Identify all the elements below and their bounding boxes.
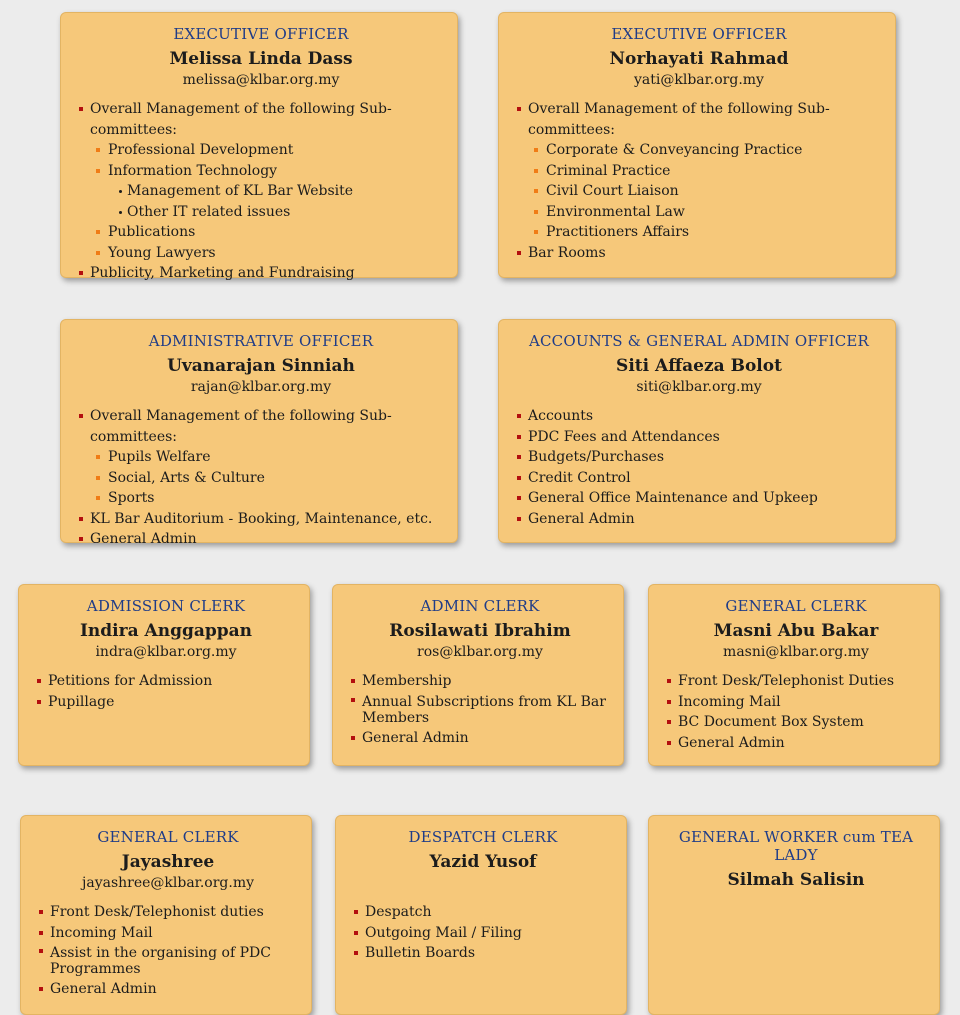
staff-name: Uvanarajan Sinniah	[167, 356, 355, 376]
staff-name: Silmah Salisin	[727, 870, 865, 890]
duties-list	[39, 902, 297, 1000]
duty-subitem: Young Lawyers	[79, 243, 443, 264]
duties-list	[517, 99, 881, 263]
staff-name: Yazid Yusof	[429, 852, 537, 872]
duty-subitem: Social, Arts & Culture	[79, 468, 443, 489]
duty-item: General Admin	[39, 979, 297, 1000]
role-title: ADMIN CLERK	[420, 597, 540, 615]
duty-item: Overall Management of the following Sub-committees:	[79, 406, 443, 447]
duty-item: Front Desk/Telephonist Duties	[667, 671, 925, 692]
duty-subitem: Criminal Practice	[517, 161, 881, 182]
duty-item: Publicity, Marketing and Fundraising	[79, 263, 443, 284]
staff-name: Indira Anggappan	[79, 621, 253, 641]
staff-card-silmah	[648, 815, 940, 1015]
staff-name: Norhayati Rahmad	[609, 49, 789, 69]
duty-subitem: Practitioners Affairs	[517, 222, 881, 243]
duty-item: General Admin	[667, 733, 925, 754]
role-title: ACCOUNTS & GENERAL ADMIN OFFICER	[528, 332, 870, 350]
duty-subitem: Civil Court Liaison	[517, 181, 881, 202]
staff-card-yazid	[335, 815, 627, 1015]
duty-item: Incoming Mail	[39, 923, 297, 944]
duty-item: PDC Fees and Attendances	[517, 427, 881, 448]
staff-email[interactable]: siti@klbar.org.my	[636, 379, 762, 395]
duty-item: General Admin	[517, 509, 881, 530]
duty-subitem: Information Technology	[79, 161, 443, 182]
staff-card-masni	[648, 584, 940, 766]
staff-email[interactable]: ros@klbar.org.my	[417, 644, 543, 660]
role-title: GENERAL CLERK	[725, 597, 867, 615]
duty-item: Petitions for Admission	[37, 671, 295, 692]
role-title: DESPATCH CLERK	[408, 828, 558, 846]
duty-item: Incoming Mail	[667, 692, 925, 713]
staff-card-indira	[18, 584, 310, 766]
staff-email-empty	[354, 874, 612, 892]
duties-list	[354, 902, 612, 964]
role-title: EXECUTIVE OFFICER	[173, 25, 349, 43]
duty-item: Overall Management of the following Sub-committees:	[79, 99, 443, 140]
duties-list	[37, 671, 295, 712]
duty-item: Overall Management of the following Sub-committees:	[517, 99, 881, 140]
duty-subsubitem: Other IT related issues	[79, 202, 443, 223]
staff-name: Rosilawati Ibrahim	[389, 621, 571, 641]
role-title: ADMINISTRATIVE OFFICER	[148, 332, 374, 350]
role-title: EXECUTIVE OFFICER	[611, 25, 787, 43]
duty-item: Assist in the organising of PDC Programmes	[39, 943, 297, 979]
staff-email[interactable]: rajan@klbar.org.my	[190, 379, 332, 395]
duty-item: BC Document Box System	[667, 712, 925, 733]
duty-item: Accounts	[517, 406, 881, 427]
duty-item: General Admin	[79, 529, 443, 550]
duty-item: Pupillage	[37, 692, 295, 713]
staff-card-siti	[498, 319, 896, 543]
staff-email[interactable]: masni@klbar.org.my	[723, 644, 869, 660]
duty-subitem: Pupils Welfare	[79, 447, 443, 468]
role-title: GENERAL WORKER cum TEA LADY	[678, 828, 914, 864]
duties-list	[667, 671, 925, 753]
duty-item: Bar Rooms	[517, 243, 881, 264]
duty-subsubitem: Management of KL Bar Website	[79, 181, 443, 202]
duty-item: Despatch	[354, 902, 612, 923]
staff-name: Masni Abu Bakar	[713, 621, 879, 641]
staff-email[interactable]: yati@klbar.org.my	[634, 72, 764, 88]
duties-list	[79, 99, 443, 284]
duty-item: Bulletin Boards	[354, 943, 612, 964]
staff-email[interactable]: jayashree@klbar.org.my	[82, 875, 254, 891]
duty-subitem: Sports	[79, 488, 443, 509]
duties-list	[79, 406, 443, 550]
staff-name: Siti Affaeza Bolot	[616, 356, 782, 376]
duty-item: General Admin	[351, 728, 609, 749]
duty-item: Membership	[351, 671, 609, 692]
staff-name: Melissa Linda Dass	[169, 49, 353, 69]
staff-email[interactable]: melissa@klbar.org.my	[182, 72, 340, 88]
staff-card-jayashree	[20, 815, 312, 1015]
duty-subitem: Publications	[79, 222, 443, 243]
role-title: ADMISSION CLERK	[86, 597, 246, 615]
duties-list	[351, 671, 609, 748]
duty-item: General Office Maintenance and Upkeep	[517, 488, 881, 509]
duty-item: Outgoing Mail / Filing	[354, 923, 612, 944]
staff-card-melissa	[60, 12, 458, 281]
duty-subitem: Professional Development	[79, 140, 443, 161]
staff-card-rosilawati	[332, 584, 624, 766]
staff-name: Jayashree	[121, 852, 215, 872]
duty-item: KL Bar Auditorium - Booking, Maintenance, etc.	[79, 509, 443, 530]
staff-card-norhayati	[498, 12, 896, 278]
role-title: GENERAL CLERK	[97, 828, 239, 846]
staff-email[interactable]: indra@klbar.org.my	[95, 644, 237, 660]
duty-item: Annual Subscriptions from KL Bar Members	[351, 692, 609, 728]
staff-card-uvanarajan	[60, 319, 458, 547]
duty-item: Budgets/Purchases	[517, 447, 881, 468]
duty-item: Front Desk/Telephonist duties	[39, 902, 297, 923]
duty-item: Credit Control	[517, 468, 881, 489]
duty-subitem: Environmental Law	[517, 202, 881, 223]
duty-subitem: Corporate & Conveyancing Practice	[517, 140, 881, 161]
duties-list	[517, 406, 881, 529]
